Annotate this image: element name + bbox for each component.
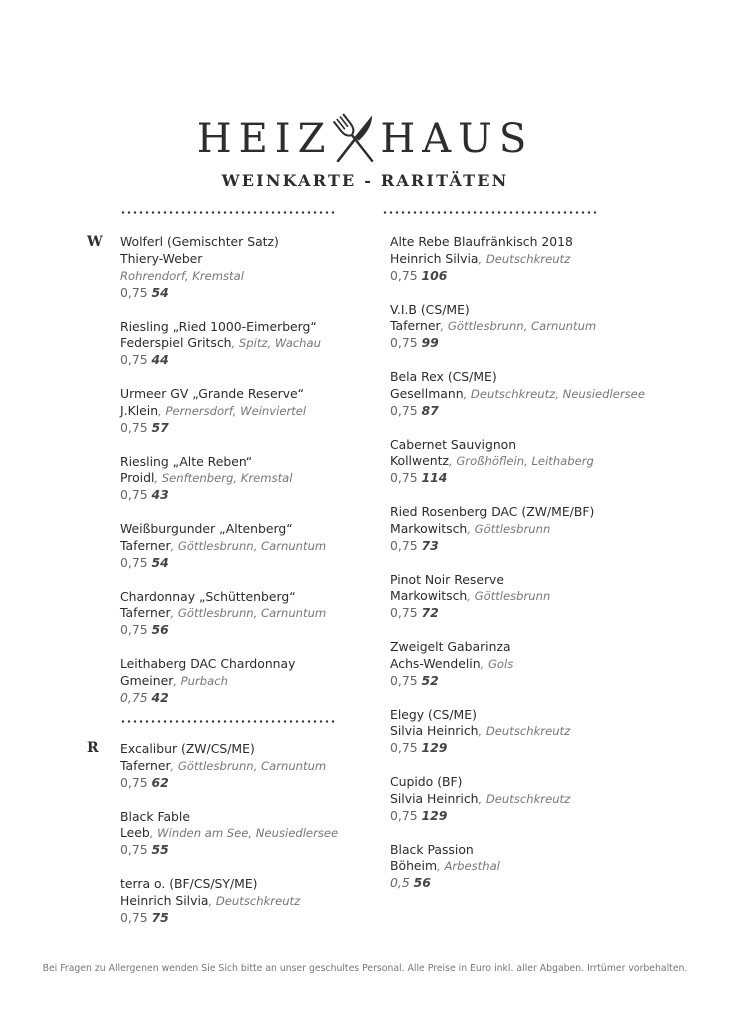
wine-price-line xyxy=(120,910,430,927)
wine-price: 54 xyxy=(151,284,169,300)
wine-price: 129 xyxy=(421,807,448,823)
wine-producer: Markowitsch xyxy=(390,588,468,604)
wine-volume: 0,75 xyxy=(390,470,418,486)
wine-producer: Heinrich Silvia xyxy=(120,892,209,908)
wine-name: Black Fable xyxy=(120,808,190,824)
wine-entry xyxy=(390,437,700,505)
wine-entry xyxy=(390,234,700,302)
wine-region: , Deutschkreutz xyxy=(478,724,571,739)
wine-name: Bela Rex (CS/ME) xyxy=(390,369,497,384)
wine-volume: 0,75 xyxy=(390,267,418,283)
wine-name: Black Passion xyxy=(390,841,474,857)
wine-entry xyxy=(120,809,430,877)
wine-price: 57 xyxy=(151,419,169,435)
wine-volume: 0,75 xyxy=(390,740,418,756)
wine-name: Excalibur (ZW/CS/ME) xyxy=(120,741,255,756)
wine-entry xyxy=(120,656,430,724)
wine-region: , Spitz, Wachau xyxy=(231,336,321,351)
wine-producer: Taferner xyxy=(390,318,441,334)
wine-entry xyxy=(390,504,700,572)
wine-entry xyxy=(120,741,430,809)
wine-price-line xyxy=(120,622,430,639)
wine-entry xyxy=(390,842,700,910)
wine-price-line xyxy=(120,555,430,572)
wine-producer: Taferner xyxy=(120,605,171,621)
wine-producer: Gmeiner xyxy=(120,672,174,688)
wine-producer-line xyxy=(390,791,700,808)
wine-price-line xyxy=(390,808,700,825)
wine-name: Wolferl (Gemischter Satz) xyxy=(120,234,279,249)
wine-producer-line xyxy=(120,538,430,555)
wine-producer: Leeb xyxy=(120,825,150,841)
wine-producer-line xyxy=(120,251,430,268)
divider-left-top xyxy=(120,211,336,214)
wine-producer-line xyxy=(120,470,430,487)
wine-producer-line xyxy=(120,403,430,420)
wine-producer: Kollwentz xyxy=(390,453,449,469)
divider-right-top xyxy=(382,211,598,214)
wine-producer-line xyxy=(120,825,430,842)
wine-producer-line xyxy=(120,605,430,622)
wine-volume: 0,75 xyxy=(120,842,148,858)
wine-producer-line xyxy=(120,758,430,775)
wine-name: Cupido (BF) xyxy=(390,774,463,789)
wine-volume: 0,75 xyxy=(120,352,148,368)
wine-volume: 0,75 xyxy=(390,537,418,553)
wine-price-line xyxy=(120,775,430,792)
wine-producer-line xyxy=(120,893,430,910)
wine-producer: Markowitsch xyxy=(390,520,468,536)
wine-name: Ried Rosenberg DAC (ZW/ME/BF) xyxy=(390,504,595,519)
wine-price-line xyxy=(120,352,430,369)
wine-price: 114 xyxy=(421,470,448,486)
wine-volume: 0,75 xyxy=(390,672,418,688)
wine-name: terra o. (BF/CS/SY/ME) xyxy=(120,876,258,891)
wine-name: Weißburgunder „Altenberg“ xyxy=(120,521,293,536)
wine-region: , Großhöflein, Leithaberg xyxy=(448,454,594,469)
wine-entry xyxy=(120,876,430,944)
wine-price-line xyxy=(390,335,700,352)
wine-price: 73 xyxy=(421,537,439,553)
wine-region: , Göttlesbrunn, Carnuntum xyxy=(170,606,327,621)
wine-name: Alte Rebe Blaufränkisch 2018 xyxy=(390,234,573,249)
wine-price-line xyxy=(390,268,700,285)
wine-region: , Göttlesbrunn xyxy=(467,589,551,604)
wine-price: 87 xyxy=(421,402,439,418)
wine-price-line xyxy=(120,690,430,707)
wine-price: 54 xyxy=(151,554,169,570)
wine-producer: Taferner xyxy=(120,757,171,773)
wine-producer: Silvia Heinrich xyxy=(390,790,479,806)
wine-price-line xyxy=(120,285,430,302)
wine-region: , Arbesthal xyxy=(437,859,500,874)
wine-entry xyxy=(390,572,700,640)
wine-name: Chardonnay „Schüttenberg“ xyxy=(120,588,296,604)
logo-text-left: HEIZ xyxy=(196,116,333,162)
wine-entry xyxy=(390,369,700,437)
wine-entry xyxy=(120,589,430,657)
wine-region: , Göttlesbrunn, Carnuntum xyxy=(170,758,327,773)
wine-price-line xyxy=(390,875,700,892)
wine-producer: Federspiel Gritsch xyxy=(120,335,232,351)
wine-volume: 0,75 xyxy=(390,402,418,418)
wine-price: 56 xyxy=(151,622,169,638)
wine-entry xyxy=(390,774,700,842)
wine-volume: 0,75 xyxy=(120,689,148,705)
wine-entry xyxy=(120,234,430,319)
wine-name: Riesling „Ried 1000-Eimerberg“ xyxy=(120,318,317,334)
section-letter-red: R xyxy=(87,740,99,756)
wine-entry xyxy=(390,302,700,370)
wine-producer-line xyxy=(390,588,700,605)
wine-price-line xyxy=(390,538,700,555)
wine-producer: Böheim xyxy=(390,858,438,874)
wine-volume: 0,75 xyxy=(120,419,148,435)
wine-volume: 0,75 xyxy=(120,622,148,638)
wine-price: 55 xyxy=(151,842,169,858)
wine-price-line xyxy=(120,487,430,504)
wine-producer: Heinrich Silvia xyxy=(390,250,479,266)
wine-producer-line xyxy=(390,723,700,740)
page-subtitle: WEINKARTE - RARITÄTEN xyxy=(221,171,509,190)
red-wine-list-right xyxy=(390,234,700,909)
wine-volume: 0,75 xyxy=(120,284,148,300)
wine-volume: 0,75 xyxy=(120,487,148,503)
wine-name: Riesling „Alte Reben“ xyxy=(120,453,253,469)
wine-entry xyxy=(390,707,700,775)
allergen-note: Bei Fragen zu Allergenen wenden Sie Sich bitte an unser geschultes Personal. Alle Preise in Euro inkl. aller Abgaben. Irrtümer vorbehalten. xyxy=(42,963,688,974)
wine-region: , Göttlesbrunn, Carnuntum xyxy=(170,538,327,553)
wine-producer: Proidl xyxy=(120,470,155,486)
wine-volume: 0,75 xyxy=(120,909,148,925)
wine-volume: 0,75 xyxy=(120,774,148,790)
wine-price: 129 xyxy=(421,740,448,756)
wine-region: , Purbach xyxy=(173,673,228,688)
wine-region: , Pernersdorf, Weinviertel xyxy=(158,403,307,418)
wine-producer-line xyxy=(390,858,700,875)
wine-entry xyxy=(120,319,430,387)
wine-name: V.I.B (CS/ME) xyxy=(390,301,470,317)
wine-entry xyxy=(120,454,430,522)
wine-region: , Deutschkreutz, Neusiedlersee xyxy=(463,386,645,401)
wine-volume: 0,75 xyxy=(390,807,418,823)
wine-price: 75 xyxy=(151,909,169,925)
wine-price: 72 xyxy=(421,605,439,621)
wine-entry xyxy=(120,386,430,454)
wine-producer-line xyxy=(390,656,700,673)
wine-price: 44 xyxy=(151,352,169,368)
wine-name: Elegy (CS/ME) xyxy=(390,706,477,722)
wine-producer-line xyxy=(390,521,700,538)
wine-price-line xyxy=(390,605,700,622)
wine-name: Cabernet Sauvignon xyxy=(390,436,517,452)
wine-producer-line xyxy=(390,318,700,335)
wine-price-line xyxy=(390,740,700,757)
wine-region: , Deutschkreutz xyxy=(478,791,571,806)
wine-price: 62 xyxy=(151,774,169,790)
wine-price-line xyxy=(120,420,430,437)
wine-producer-line xyxy=(120,335,430,352)
wine-producer-line xyxy=(120,673,430,690)
fork-and-knife-icon xyxy=(332,108,378,170)
wine-producer: Thiery-Weber xyxy=(120,250,203,266)
wine-price: 56 xyxy=(413,875,431,891)
wine-price: 52 xyxy=(421,672,439,688)
wine-price-line xyxy=(390,673,700,690)
wine-region: , Deutschkreutz xyxy=(478,251,571,266)
wine-name: Zweigelt Gabarinza xyxy=(390,639,511,654)
wine-price-line xyxy=(120,842,430,859)
section-letter-white: W xyxy=(87,234,103,250)
wine-volume: 0,75 xyxy=(120,554,148,570)
red-wine-list-left xyxy=(120,741,430,944)
wine-volume: 0,5 xyxy=(390,875,410,891)
wine-region: , Senftenberg, Kremstal xyxy=(154,471,293,486)
wine-price-line xyxy=(390,470,700,487)
wine-price-line xyxy=(390,403,700,420)
wine-region: , Göttlesbrunn xyxy=(467,521,551,536)
wine-producer-line xyxy=(390,386,700,403)
wine-price: 43 xyxy=(151,487,169,503)
wine-price: 99 xyxy=(421,335,439,351)
wine-entry xyxy=(390,639,700,707)
wine-volume: 0,75 xyxy=(390,605,418,621)
wine-price: 106 xyxy=(421,267,448,283)
wine-producer-line xyxy=(390,251,700,268)
wine-price: 42 xyxy=(151,689,169,705)
wine-name: Pinot Noir Reserve xyxy=(390,571,505,587)
wine-region: , Göttlesbrunn, Carnuntum xyxy=(440,319,597,334)
wine-name: Urmeer GV „Grande Reserve“ xyxy=(120,386,305,401)
wine-region: Rohrendorf, Kremstal xyxy=(120,268,244,283)
wine-region: , Deutschkreutz xyxy=(208,893,301,908)
wine-region: , Winden am See, Neusiedlersee xyxy=(149,826,339,841)
wine-producer: Taferner xyxy=(120,537,171,553)
wine-producer: Gesellmann xyxy=(390,385,464,401)
wine-entry xyxy=(120,521,430,589)
white-wine-list xyxy=(120,234,430,724)
wine-volume: 0,75 xyxy=(390,335,418,351)
wine-producer: Silvia Heinrich xyxy=(390,723,479,739)
wine-producer: J.Klein xyxy=(120,402,159,418)
wine-producer: Achs-Wendelin xyxy=(390,655,481,671)
wine-producer-line xyxy=(390,453,700,470)
logo-text-right: HAUS xyxy=(380,116,534,162)
wine-region: , Gols xyxy=(480,656,514,671)
wine-name: Leithaberg DAC Chardonnay xyxy=(120,656,296,671)
heizhaus-logo xyxy=(0,108,730,170)
